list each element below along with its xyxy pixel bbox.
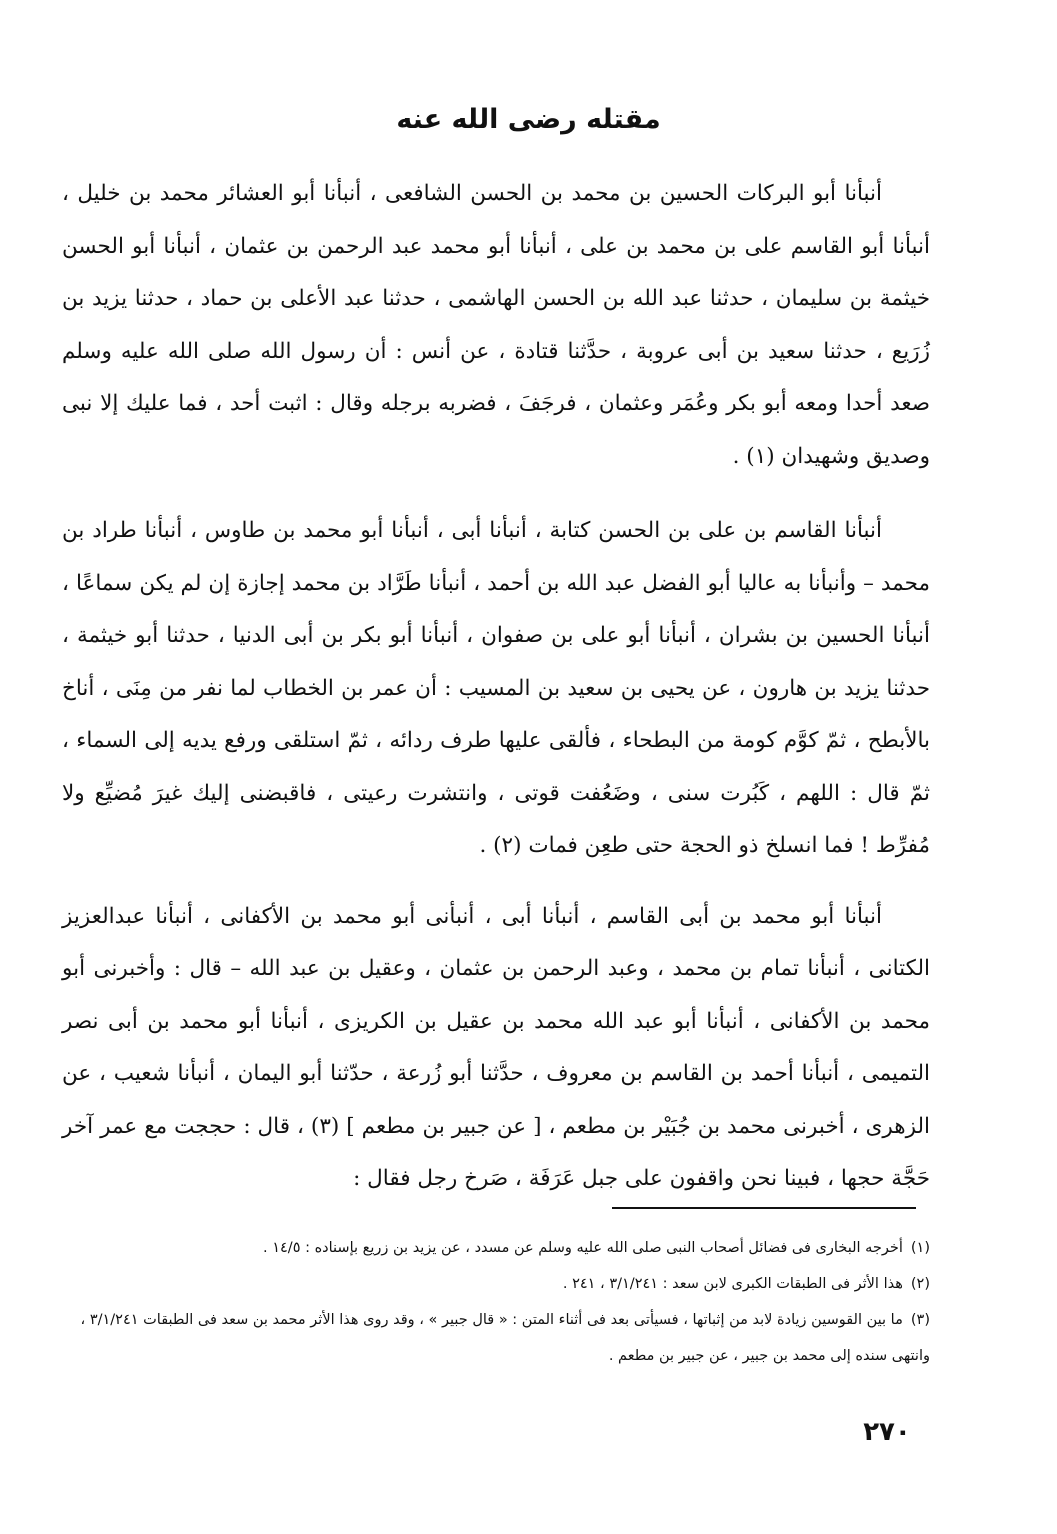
footnote-separator: [612, 1207, 916, 1209]
footnote-1: [62, 1230, 930, 1266]
section-title: مقتله رضى الله عنه: [396, 104, 661, 135]
page-number: ٢٧٠: [863, 1417, 911, 1447]
footnote-number: (٢): [910, 1276, 930, 1292]
footnote-text: هذا الأثر فى الطبقات الكبرى لابن سعد : ٣/١/٢٤١ ، ٢٤١ .: [562, 1276, 903, 1292]
footnote-text: أخرجه البخارى فى فضائل أصحاب النبى صلى الله عليه وسلم عن مسدد ، عن يزيد بن زريع بإسناده : ١٤/٥ .: [263, 1240, 903, 1256]
footnote-text: ما بين القوسين زيادة لابد من إثباتها ، فسيأتى بعد فى أثناء المتن : « قال جبير » ، وقد روى هذا الأثر محمد بن سعد فى الطبقات ٣/١/٢٤١ ، وانتهى سنده إلى محمد بن جبير ، عن جبير بن مطعم .: [80, 1312, 930, 1364]
footnote-number: (١): [910, 1240, 930, 1256]
paragraph-3: أنبأنا أبو محمد بن أبى القاسم ، أنبأنا أبى ، أنبأنى أبو محمد بن الأكفانى ، أنبأنا عبدالعزيز الكتانى ، أنبأنا تمام بن محمد ، وعبد الرحمن بن عثمان ، وعقيل بن عبد الله – قال : وأخبرنى أبو محمد بن الأكفانى ، أنبأنا أبو عبد الله محمد بن عقيل بن الكريزى ، أنبأنا أبو محمد بن أبى نصر التميمى ، أنبأنا أحمد بن القاسم بن معروف ، حدَّثنا أبو زُرعة ، حدّثنا أبو اليمان ، أنبأنا شعيب ، عن الزهرى ، أخبرنى محمد بن جُبَيْر بن مطعم ، [ عن جبير بن مطعم ] (٣) ، قال : حججت مع عمر آخر حَجَّة حجها ، فبينا نحن واقفون على جبل عَرَفَة ، صَرخ رجل فقال :: [62, 903, 930, 1191]
footnotes: [62, 1230, 930, 1374]
footnote-number: (٣): [910, 1312, 930, 1328]
main-text: [62, 168, 930, 1228]
paragraph-2: أنبأنا القاسم بن على بن الحسن كتابة ، أنبأنا أبى ، أنبأنا أبو محمد بن طاوس ، أنبأنا طراد بن محمد – وأنبأنا به عاليا أبو الفضل عبد الله بن أحمد ، أنبأنا طَرَّاد بن محمد إجازة إن لم يكن سماعًا ، أنبأنا الحسين بن بشران ، أنبأنا أبو على بن صفوان ، أنبأنا أبو بكر بن أبى الدنيا ، حدثنا أبو خيثمة ، حدثنا يزيد بن هارون ، عن يحيى بن سعيد بن المسيب : أن عمر بن الخطاب لما نفر من مِنَى ، أناخ بالأبطح ، ثمّ كوَّم كومة من البطحاء ، فألقى عليها طرف ردائه ، ثمّ استلقى ورفع يديه إلى السماء ، ثمّ قال : اللهم ، كَبُرت سنى ، وضَعُفت قوتى ، وانتشرت رعيتى ، فاقبضنى إليك غيرَ مُضيِّع ولا مُفرِّط ! فما انسلخ ذو الحجة حتى طعِن فمات (٢) .: [62, 518, 930, 858]
footnote-2: [62, 1266, 930, 1302]
footnote-3: [62, 1302, 930, 1374]
paragraph-1: أنبأنا أبو البركات الحسين بن محمد بن الحسن الشافعى ، أنبأنا أبو العشائر محمد بن خليل ، أنبأنا أبو القاسم على بن محمد بن على ، أنبأنا أبو محمد عبد الرحمن بن عثمان ، أنبأنا أبو الحسن خيثمة بن سليمان ، حدثنا عبد الله بن الحسن الهاشمى ، حدثنا عبد الأعلى بن حماد ، حدثنا يزيد بن زُرَيع ، حدثنا سعيد بن أبى عروبة ، حدَّثنا قتادة ، عن أنس : أن رسول الله صلى الله عليه وسلم صعد أحدا ومعه أبو بكر وعُمَر وعثمان ، فرجَفَ ، فضربه برجله وقال : اثبت أحد ، فما عليك إلا نبى وصديق وشهيدان (١) .: [62, 181, 930, 469]
